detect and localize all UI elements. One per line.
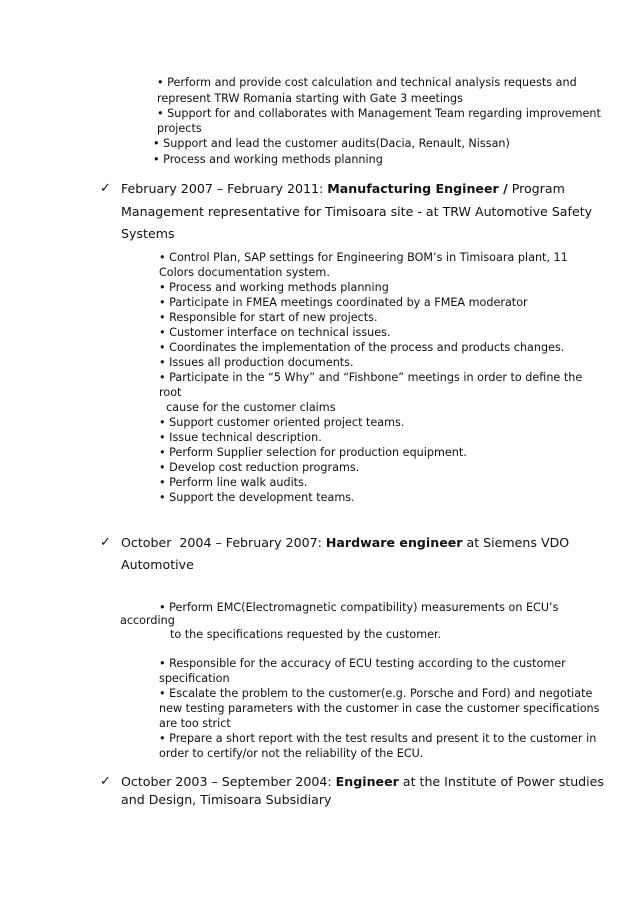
job-heading-trw	[121, 181, 565, 197]
checkmark-icon: ✓	[100, 774, 111, 789]
bullet-line: represent TRW Romania starting with Gate 3 meetings	[157, 92, 463, 105]
job-role: Manufacturing Engineer /	[327, 181, 508, 196]
bullet-line: • Prepare a short report with the test results and present it to the customer in	[159, 732, 597, 745]
bullet-line: according	[120, 614, 175, 627]
bullet-line: • Perform line walk audits.	[159, 476, 308, 489]
job-heading-siemens	[121, 535, 569, 551]
bullet-line: are too strict	[159, 717, 231, 730]
checkmark-icon: ✓	[100, 181, 111, 196]
job-role: Hardware engineer	[325, 535, 463, 550]
bullet-line: cause for the customer claims	[159, 401, 336, 414]
bullet-line: • Responsible for the accuracy of ECU testing according to the customer	[159, 657, 566, 670]
job-employer: Program	[507, 181, 565, 196]
job-heading-line: and Design, Timisoara Subsidiary	[121, 792, 332, 807]
bullet-line: • Support the development teams.	[159, 491, 355, 504]
bullet-line: • Control Plan, SAP settings for Engineering BOM’s in Timisoara plant, 11	[159, 251, 568, 264]
bullet-line: • Support customer oriented project teams.	[159, 416, 405, 429]
bullet-line: • Coordinates the implementation of the process and products changes.	[159, 341, 565, 354]
bullet-line: specification	[159, 672, 230, 685]
job-heading-line: Systems	[121, 226, 175, 241]
bullet-line: order to certify/or not the reliability of the ECU.	[159, 747, 424, 760]
bullet-line: projects	[157, 122, 202, 135]
job-heading-line: Management representative for Timisoara site - at TRW Automotive Safety	[121, 204, 593, 219]
bullet-line: root	[159, 386, 182, 399]
job-role: Engineer	[335, 774, 399, 789]
job-period: October 2003 – September 2004:	[121, 774, 336, 789]
bullet-line: • Participate in the “5 Why” and “Fishbone” meetings in order to define the	[159, 371, 583, 384]
bullet-line: • Issue technical description.	[159, 431, 322, 444]
bullet-line: • Process and working methods planning	[159, 281, 389, 294]
bullet-line: • Process and working methods planning	[153, 153, 383, 166]
bullet-line: • Responsible for start of new projects.	[159, 311, 378, 324]
bullet-line: Colors documentation system.	[159, 266, 330, 279]
job-employer: at the Institute of Power studies	[398, 774, 604, 789]
bullet-line: new testing parameters with the customer in case the customer specifications	[159, 702, 600, 715]
bullet-line: • Perform EMC(Electromagnetic compatibility) measurements on ECU’s	[159, 601, 559, 614]
job-period: October 2004 – February 2007:	[121, 535, 326, 550]
bullet-line: • Participate in FMEA meetings coordinated by a FMEA moderator	[159, 296, 528, 309]
bullet-line: to the specifications requested by the customer.	[170, 628, 442, 641]
job-heading-line: Automotive	[121, 557, 194, 572]
bullet-line: • Support and lead the customer audits(Dacia, Renault, Nissan)	[153, 137, 510, 150]
bullet-line: • Perform and provide cost calculation and technical analysis requests and	[157, 76, 577, 89]
bullet-line: • Customer interface on technical issues.	[159, 326, 391, 339]
job-employer: at Siemens VDO	[462, 535, 570, 550]
bullet-line: • Develop cost reduction programs.	[159, 461, 360, 474]
bullet-line: • Escalate the problem to the customer(e.g. Porsche and Ford) and negotiate	[159, 687, 593, 700]
job-heading-institute	[121, 774, 604, 790]
bullet-line: • Issues all production documents.	[159, 356, 354, 369]
checkmark-icon: ✓	[100, 535, 111, 550]
bullet-line: • Perform Supplier selection for production equipment.	[159, 446, 467, 459]
job-period: February 2007 – February 2011:	[121, 181, 328, 196]
bullet-line: • Support for and collaborates with Management Team regarding improvement	[157, 107, 601, 120]
